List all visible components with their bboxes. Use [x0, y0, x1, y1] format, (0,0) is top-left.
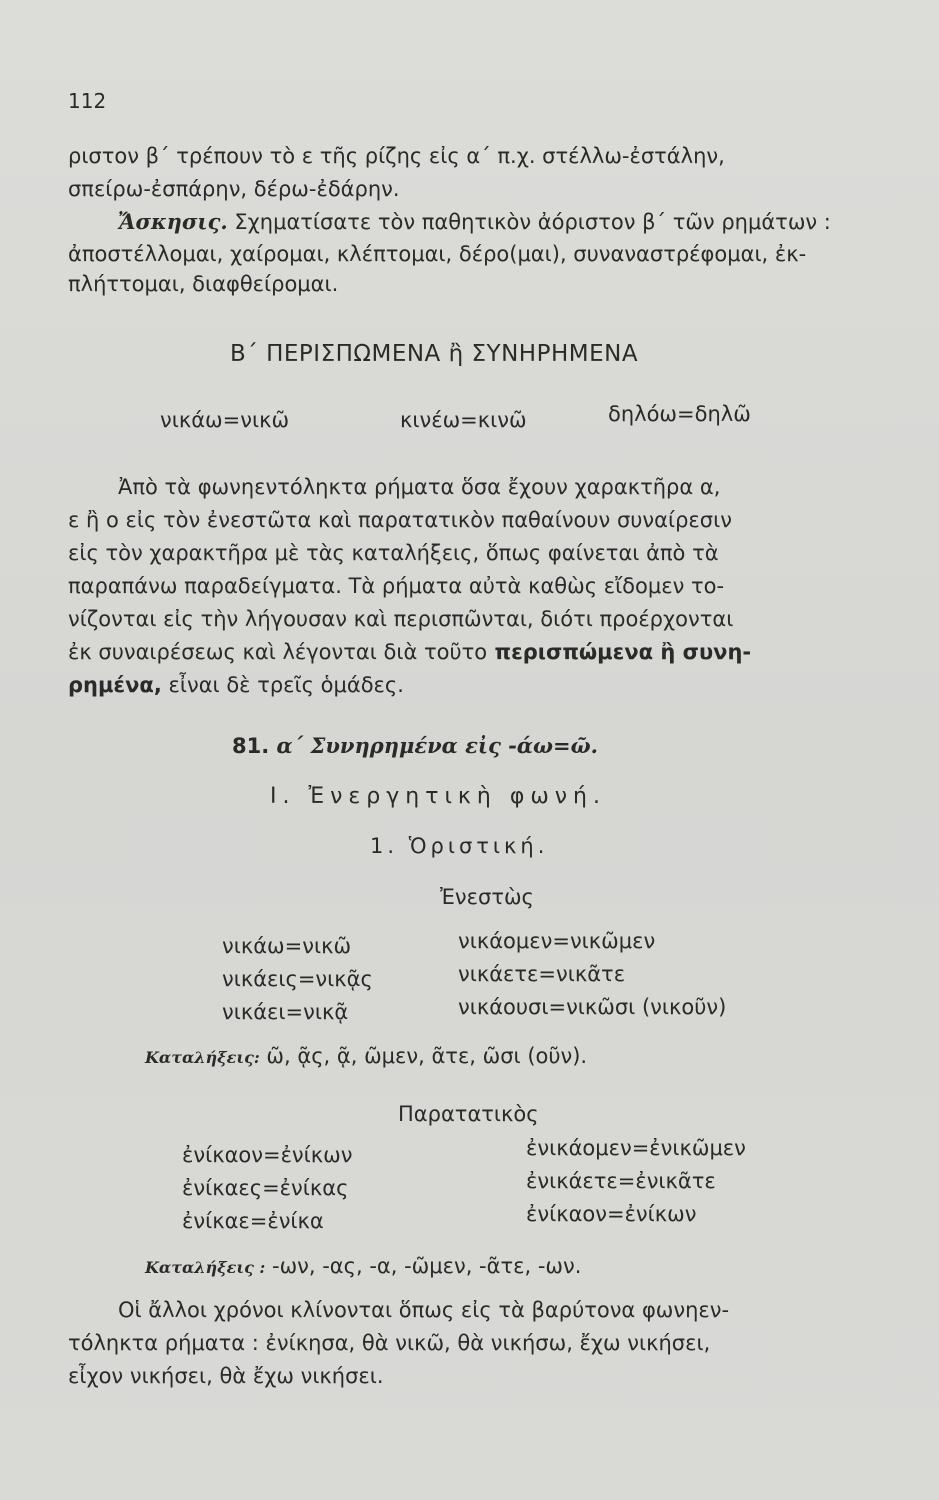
closing-line-2: τόληκτα ρήματα : ἐνίκησα, θὰ νικῶ, θὰ νικήσω, ἔχω νικήσει,: [68, 1331, 711, 1355]
imperfect-endings: [145, 1253, 581, 1281]
imperfect-endings-label: Καταλήξεις :: [145, 1258, 266, 1277]
imperfect-right-2: ἐνικάετε=ἐνικᾶτε: [526, 1169, 716, 1193]
paragraph-line-7: [68, 672, 404, 698]
present-title: Ἐνεστὼς: [440, 885, 534, 909]
imperfect-right-1: ἐνικάομεν=ἐνικῶμεν: [526, 1136, 746, 1160]
paragraph-line-2: ε ἢ ο εἰς τὸν ἐνεστῶτα καὶ παρατατικὸν παθαίνουν συναίρεσιν: [68, 508, 732, 532]
page-number: 112: [68, 89, 107, 113]
paragraph-line-3: εἰς τὸν χαρακτῆρα μὲ τὰς καταλήξεις, ὅπως φαίνεται ἀπὸ τὰ: [68, 541, 719, 565]
present-endings-text: ῶ, ᾷς, ᾷ, ῶμεν, ᾶτε, ῶσι (οῦν).: [259, 1044, 588, 1068]
paragraph-bold-term: περισπώμενα ἢ συνη-: [487, 640, 752, 664]
present-right-3: νικάουσι=νικῶσι (νικοῦν): [458, 995, 727, 1019]
exercise-line-1: [118, 209, 831, 235]
present-endings: [145, 1043, 587, 1071]
paragraph-line-5: νίζονται εἰς τὴν λήγουσαν καὶ περισπῶνται, διότι προέρχονται: [68, 607, 734, 631]
intro-line-1: ριστον β΄ τρέπουν τὸ ε τῆς ρίζης εἰς α΄ π.χ. στέλλω-ἐστάλην,: [68, 144, 725, 168]
exercise-line-3: πλήττομαι, διαφθείρομαι.: [68, 272, 339, 296]
exercise-line-2: ἀποστέλλομαι, χαίρομαι, κλέπτομαι, δέρο(μαι), συναναστρέφομαι, ἐκ-: [68, 242, 807, 266]
exercise-text-1: Σχηματίσατε τὸν παθητικὸν ἀόριστον β΄ τῶν ρημάτων :: [227, 210, 831, 234]
section-title: Β΄ ΠΕΡΙΣΠΩΜΕΝΑ ἢ ΣΥΝΗΡΗΜΕΝΑ: [230, 341, 639, 367]
present-left-2: νικάεις=νικᾷς: [222, 967, 373, 991]
paragraph-line-1: Ἀπὸ τὰ φωνηεντόληκτα ρήματα ὅσα ἔχουν χαρακτῆρα α,: [118, 475, 721, 499]
subsection-title: α΄ Συνηρημένα εἰς -άω=ῶ.: [269, 733, 598, 758]
imperfect-title: Παρατατικὸς: [398, 1102, 539, 1126]
imperfect-left-3: ἐνίκαε=ἐνίκα: [182, 1209, 324, 1233]
imperfect-endings-text: -ων, -ας, -α, -ῶμεν, -ᾶτε, -ων.: [265, 1254, 582, 1278]
subsection-heading: [232, 733, 598, 759]
paragraph-line-4: παραπάνω παραδείγματα. Τὰ ρήματα αὐτὰ καθὼς εἴδομεν το-: [68, 574, 725, 598]
example-2: κινέω=κινῶ: [400, 408, 527, 432]
closing-line-3: εἶχον νικήσει, θὰ ἔχω νικήσει.: [68, 1364, 384, 1388]
example-1: νικάω=νικῶ: [160, 408, 290, 432]
imperfect-left-2: ἐνίκαες=ἐνίκας: [182, 1176, 349, 1200]
imperfect-left-1: ἐνίκαον=ἐνίκων: [182, 1143, 353, 1167]
imperfect-right-3: ἐνίκαον=ἐνίκων: [526, 1202, 697, 1226]
subsection-number: 81.: [232, 734, 270, 758]
paragraph-line-6: [68, 639, 751, 665]
present-right-2: νικάετε=νικᾶτε: [458, 962, 626, 986]
present-right-1: νικάομεν=νικῶμεν: [458, 929, 656, 953]
mood-heading: 1. Ὁριστική.: [370, 834, 549, 858]
present-endings-label: Καταλήξεις:: [145, 1048, 260, 1067]
voice-heading: Ι. Ἐνεργητικὴ φωνή.: [270, 784, 606, 809]
exercise-label: Ἄσκησις.: [118, 209, 228, 234]
present-left-1: νικάω=νικῶ: [222, 934, 352, 958]
intro-line-2: σπείρω-ἐσπάρην, δέρω-ἐδάρην.: [68, 177, 400, 201]
closing-line-1: Οἱ ἄλλοι χρόνοι κλίνονται ὅπως εἰς τὰ βαρύτονα φωνηεν-: [118, 1298, 730, 1322]
example-3: δηλόω=δηλῶ: [608, 402, 751, 426]
present-left-3: νικάει=νικᾷ: [222, 1000, 349, 1024]
paragraph-text-7: εἶναι δὲ τρεῖς ὁμάδες.: [161, 673, 404, 697]
paragraph-text-6: ἐκ συναιρέσεως καὶ λέγονται διὰ τοῦτο: [68, 640, 488, 664]
paragraph-bold-term-2: ρημένα,: [68, 673, 162, 697]
